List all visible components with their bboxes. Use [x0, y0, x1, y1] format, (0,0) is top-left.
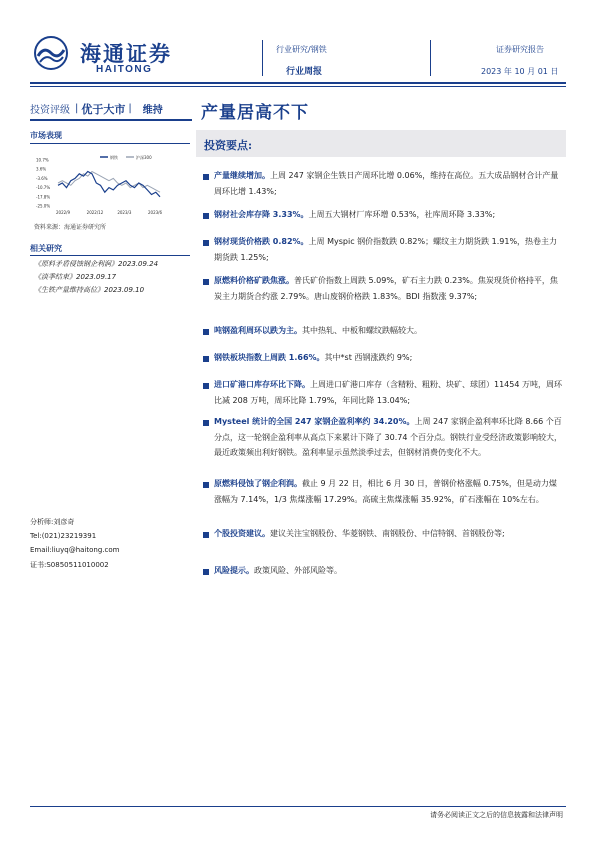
section-rule	[30, 255, 190, 256]
key-point-body: 上周 Myspic 钢价指数跌 0.82%；螺纹主力期货跌 1.91%，热卷主力期货跌 1.25%;	[214, 237, 558, 262]
legend-label-steel: 钢铁	[110, 155, 118, 160]
investment-rating	[30, 100, 163, 117]
logo-english-name: HAITONG	[96, 64, 153, 75]
series-line-steel	[58, 172, 160, 197]
related-item[interactable]: 《生铁产量维持高位》2023.09.10	[34, 286, 145, 294]
key-point-body: 其中热轧、中板和螺纹跌幅较大。	[302, 326, 422, 335]
market-heading: 市场表现	[30, 130, 62, 140]
related-item[interactable]: 《淡季结束》2023.09.17	[34, 273, 117, 281]
footer-rule	[30, 806, 566, 807]
rating-keep: 维持	[142, 105, 163, 116]
key-point	[214, 377, 564, 408]
key-point-body: 上周 247 家钢企生铁日产周环比增 0.06%，维持在高位。五大成品钢材合计产量周环比增 1.43%;	[214, 171, 559, 196]
key-point-body: 政策风险、外部风险等。	[254, 566, 342, 575]
bullet-icon	[203, 174, 209, 180]
y-tick-label: -10.7%	[36, 185, 51, 191]
y-tick-label: -3.6%	[36, 175, 48, 181]
footer-disclaimer: 请务必阅读正文之后的信息披露和法律声明	[430, 811, 563, 819]
rating-underline	[30, 119, 192, 121]
key-point-head: 产量继续增加。	[214, 171, 270, 180]
key-point-head: 个股投资建议。	[214, 529, 270, 538]
series-line-hs300	[58, 172, 160, 193]
key-point	[214, 563, 564, 579]
key-point-head: 钢铁板块指数上周跌 1.66%。	[214, 353, 325, 362]
y-tick-label: -17.8%	[36, 194, 51, 200]
x-tick-label: 2023/6	[148, 210, 163, 215]
header-divider	[262, 40, 263, 76]
market-performance-chart	[34, 148, 164, 216]
haitong-logo-icon	[34, 36, 68, 70]
key-point	[214, 168, 564, 199]
header-divider	[430, 40, 431, 76]
key-point	[214, 207, 564, 223]
key-point-head: 原燃料侵蚀了钢企利润。	[214, 479, 302, 488]
key-point-head: 钢材现货价格跌 0.82%。	[214, 237, 309, 246]
key-point-head: 原燃料价格矿跌焦涨。	[214, 276, 294, 285]
rating-value: 优于大市	[81, 102, 126, 116]
key-point-body: 上周五大钢材厂库环增 0.53%，社库周环降 3.33%;	[308, 210, 496, 219]
y-tick-label: -25.0%	[36, 203, 51, 209]
x-tick-label: 2023/3	[117, 210, 132, 215]
rating-label: 投资评级	[30, 105, 70, 116]
related-heading: 相关研究	[30, 243, 62, 253]
bullet-icon	[203, 329, 209, 335]
analyst-cert: 证书:S0850511010002	[30, 561, 109, 569]
analyst-name: 分析师:刘彦奇	[30, 518, 75, 526]
key-point-head: Mysteel 统计的全国 247 家钢企盈利率约 34.20%。	[214, 417, 415, 426]
y-tick-label: 10.7%	[36, 157, 49, 163]
key-point-head: 吨钢盈利周环以跌为主。	[214, 326, 302, 335]
key-point-body: 其中*st 西钢涨跌约 9%;	[324, 353, 413, 362]
rating-separator: |	[128, 103, 132, 114]
analyst-email[interactable]: Email:liuyq@haitong.com	[30, 546, 120, 554]
report-category: 行业研究/钢铁	[276, 45, 327, 54]
y-tick-label: 3.6%	[36, 166, 47, 172]
key-point-body: 建议关注宝钢股份、华菱钢铁、南钢股份、中信特钢、首钢股份等;	[270, 529, 505, 538]
bullet-icon	[203, 213, 209, 219]
report-type: 行业周报	[286, 67, 323, 77]
key-point	[214, 350, 564, 366]
key-point	[214, 273, 564, 304]
logo-chinese-name: 海通证券	[80, 41, 172, 66]
bullet-icon	[203, 240, 209, 246]
report-series: 证券研究报告	[496, 45, 544, 54]
key-point-body: 截止 9 月 22 日，相比 6 月 30 日，普钢价格涨幅 0.75%，但是动力煤涨幅为 7.14%，1/3 焦煤涨幅 17.29%。高硫主焦煤涨幅 35.92%，矿石涨幅在 10%左右。	[214, 479, 557, 504]
bullet-icon	[203, 569, 209, 575]
key-point-body: 普氏矿价指数上周跌 5.09%，矿石主力跌 0.23%。焦炭现货价格持平，焦炭主力期货合约涨 2.79%。唐山废钢价格跌 1.83%。BDI 指数涨 9.37%;	[214, 276, 558, 301]
key-point	[214, 323, 564, 339]
chart-source: 资料来源：海通证券研究所	[34, 224, 107, 231]
bullet-icon	[203, 420, 209, 426]
x-tick-label: 2022/9	[56, 210, 71, 215]
header-rule	[30, 82, 566, 84]
bullet-icon	[203, 383, 209, 389]
x-tick-label: 2022/12	[86, 210, 104, 215]
key-point	[214, 414, 564, 461]
key-points-title: 投资要点:	[204, 139, 253, 152]
key-point-body: 上周 247 家钢企盈利率环比降 8.66 个百分点，这一轮钢企盈利率从高点下来累计下降了 30.74 个百分点。钢铁行业受经济政策影响较大，最近政策频出利好钢铁。盈利率显示虽然淡季过去，但钢材消费仍变化不大。	[214, 417, 562, 457]
rating-separator: |	[75, 103, 79, 114]
legend-label-hs300: 沪深300	[136, 155, 152, 160]
key-point	[214, 476, 564, 507]
report-date: 2023 年 10 月 01 日	[481, 67, 559, 76]
key-point-head: 进口矿港口库存环比下降。	[214, 380, 310, 389]
report-title: 产量居高不下	[201, 103, 309, 123]
header-rule-thin	[30, 86, 566, 87]
bullet-icon	[203, 532, 209, 538]
key-point	[214, 234, 564, 265]
key-point-head: 风险提示。	[214, 566, 254, 575]
key-point-head: 钢材社会库存降 3.33%。	[214, 210, 309, 219]
key-point-body: 上周进口矿港口库存（含精粉、粗粉、块矿、球团）11454 万吨，周环比减 208 万吨，周环比降 1.79%，年同比降 13.04%;	[214, 380, 562, 405]
analyst-tel: Tel:(021)23219391	[30, 532, 97, 540]
section-rule	[30, 143, 190, 144]
bullet-icon	[203, 356, 209, 362]
bullet-icon	[203, 279, 209, 285]
key-point	[214, 526, 564, 542]
bullet-icon	[203, 482, 209, 488]
related-item[interactable]: 《原料矛盾侵蚀钢企利润》2023.09.24	[34, 260, 159, 268]
